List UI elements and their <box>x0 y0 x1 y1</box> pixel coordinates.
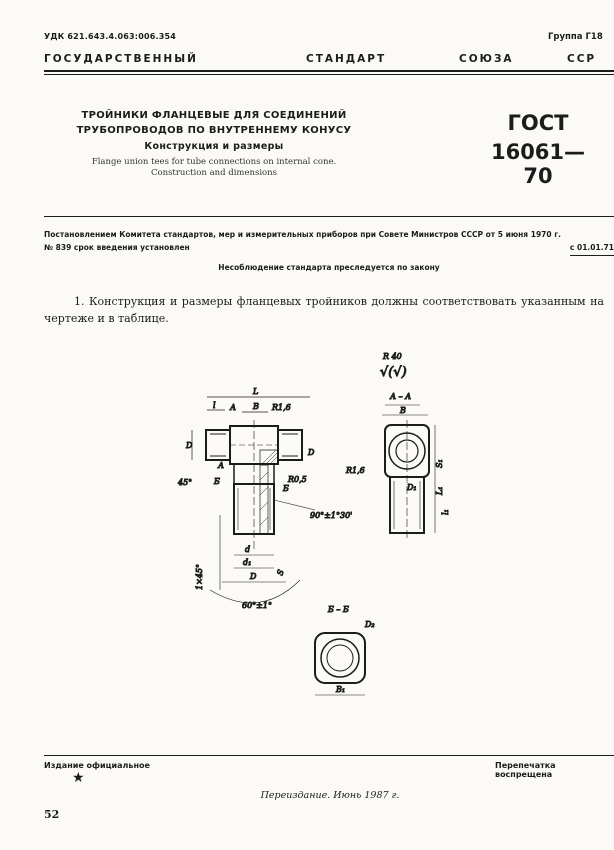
dim-B: B <box>253 402 259 411</box>
label-A-top: А <box>230 403 237 412</box>
label-r16-section: R1,6 <box>346 466 365 475</box>
dim-s1: S₁ <box>435 459 444 468</box>
law-notice: Несоблюдение стандарта преследуется по закону <box>218 263 440 272</box>
title-english-2: Construction and dimensions <box>150 168 278 178</box>
lower-dimensions <box>195 515 300 610</box>
page-number: 52 <box>44 808 60 821</box>
official-edition: Издание официальное <box>44 761 150 770</box>
header-rule <box>44 70 614 72</box>
section-bb-label: Б – Б <box>328 605 349 614</box>
dim-B-section: B <box>400 406 406 415</box>
label-45deg: 45° <box>178 478 193 487</box>
star-icon: ★ <box>72 770 85 786</box>
dim-d: d <box>245 545 251 554</box>
reprint-notice: Перепечатка воспрещена <box>495 761 556 779</box>
effective-date: с 01.01.71 <box>570 241 614 256</box>
header-rule-thin <box>44 74 614 75</box>
decree-line-2-row <box>44 241 614 256</box>
section-bb-view <box>315 605 375 695</box>
label-r16: R1,6 <box>272 403 291 412</box>
banner-word: СОЮЗА <box>459 53 514 65</box>
label-A-left: А <box>218 461 225 470</box>
dim-D-bottom: D <box>250 572 257 581</box>
title-english-1: Flange union tees for tube connections on internal cone. <box>91 157 337 167</box>
udk-code: УДК 621.643.4.063:006.354 <box>44 32 177 41</box>
dim-D1: D₁ <box>407 483 417 492</box>
section-aa-view <box>345 392 450 540</box>
technical-drawing <box>150 350 450 720</box>
dim-L: L <box>253 387 259 396</box>
banner-word: ССР <box>567 53 597 65</box>
dim-d1: d₁ <box>243 558 252 567</box>
section-aa-label: А – А <box>390 392 412 401</box>
label-B-left: Б <box>214 477 220 486</box>
dim-D-right: D <box>308 448 315 457</box>
label-chamfer: 1×45° <box>195 564 204 590</box>
title-rule <box>44 216 614 217</box>
dim-D2: D₂ <box>365 620 375 629</box>
roughness-symbol: √(√) <box>380 365 407 380</box>
reissue-note: Переиздание. Июнь 1987 г. <box>260 790 400 801</box>
title-line-2: ТРУБОПРОВОДОВ ПО ВНУТРЕННЕМУ КОНУСУ <box>76 125 352 136</box>
banner-word: ГОСУДАРСТВЕННЫЙ <box>44 53 198 65</box>
label-B-right: Б <box>283 484 289 493</box>
title-subtitle: Конструкция и размеры <box>144 141 284 152</box>
dim-L1: L₁ <box>435 486 444 495</box>
dim-l1: l₁ <box>441 509 450 515</box>
label-90deg: 90°±1°30' <box>310 511 353 520</box>
dim-S: S <box>275 568 286 577</box>
decree-line-1: Постановлением Комитета стандартов, мер и измерительных приборов при Совете Министров СССР от 5 июня 1970 г. <box>44 230 561 239</box>
decree-block <box>44 228 614 256</box>
gost-number: 16061—70 <box>490 140 586 188</box>
dim-B1: B₁ <box>336 685 346 694</box>
decree-line-2: № 839 срок введения установлен <box>44 243 190 252</box>
paragraph-1: 1. Конструкция и размеры фланцевых тройников должны соответствовать указанным на чертеже и в таблице. <box>44 295 604 325</box>
title-line-1: ТРОЙНИКИ ФЛАНЦЕВЫЕ ДЛЯ СОЕДИНЕНИЙ <box>81 110 347 121</box>
footer-rule <box>44 755 614 756</box>
tee-front-view <box>177 387 352 550</box>
label-60deg: 60°±1° <box>242 601 272 610</box>
dim-l: l <box>213 401 216 410</box>
banner-word: СТАНДАРТ <box>306 53 387 65</box>
dim-D: D <box>186 441 193 450</box>
gost-label: ГОСТ <box>507 111 569 135</box>
group-code: Группа Г18 <box>548 32 603 42</box>
roughness-value: R 40 <box>383 352 402 361</box>
label-r05: R0,5 <box>288 475 307 484</box>
